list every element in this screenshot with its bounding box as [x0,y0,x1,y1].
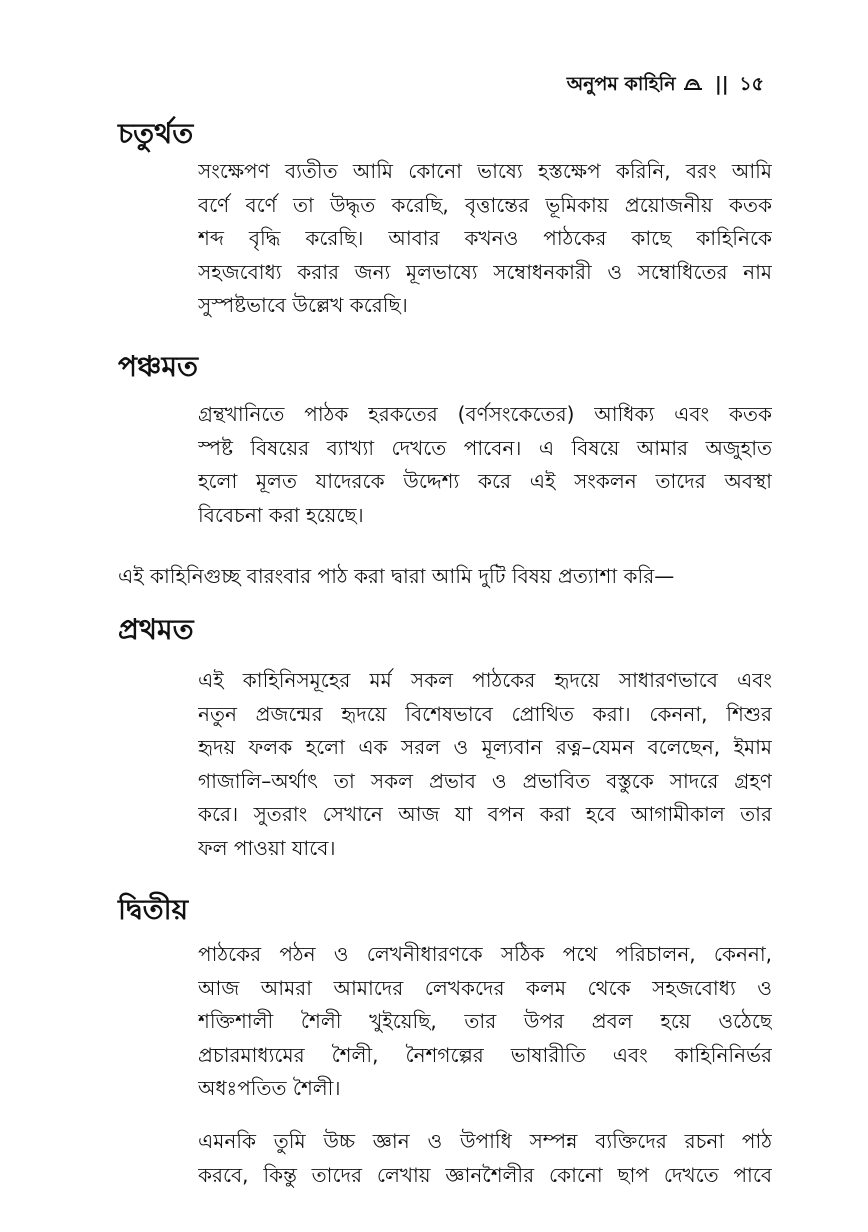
section-paragraph-second-continued [198,1125,772,1192]
book-title: অনুপম কাহিনি [566,73,676,95]
section-heading-second: দ্বিতীয় [118,893,189,926]
paragraph-line: সুস্পষ্টভাবে উল্লেখ করেছি। [198,293,408,317]
paragraph-line: নতুন প্রজন্মের হৃদয়ে বিশেষভাবে প্রোথিত করা। কেননা, শিশুর [198,701,772,726]
paragraph-line: এই কাহিনিসমূহের মর্ম সকল পাঠকের হৃদয়ে সাধারণভাবে এবং [198,668,772,692]
paragraph-line: হলো মূলত যাদেরকে উদ্দেশ্য করে এই সংকলন তাদের অবস্থা [198,469,772,493]
paragraph-line: ফল পাওয়া যাবে। [198,835,336,860]
paragraph-line: শব্দ বৃদ্ধি করেছি। আবার কখনও পাঠকের কাছে কাহিনিকে [198,226,772,250]
intro-line: এই কাহিনিগুচ্ছ বারংবার পাঠ করা দ্বারা আমি দুটি বিষয় প্রত্যাশা করি— [118,564,675,588]
paragraph-line: অধঃপতিত শৈলী। [198,1076,341,1100]
section-heading-fifth: পঞ্চমত [118,350,199,383]
section-paragraph-fourth [198,155,772,323]
paragraph-line: প্রচারমাধ্যমের শৈলী, নৈশগল্পের ভাষারীতি এবং কাহিনিনির্ভর [198,1042,772,1067]
section-paragraph-second [198,938,772,1106]
paragraph-line: স্পষ্ট বিষয়ের ব্যাখ্যা দেখতে পাবেন। এ বিষয়ে আমার অজুহাত [198,435,772,460]
section-heading-fourth: চতুর্থত [118,117,194,150]
running-header [567,70,764,102]
page-number: ১৫ [739,73,764,95]
paragraph-line: করে। সুতরাং সেখানে আজ যা বপন করা হবে আগামীকাল তার [198,802,772,826]
paragraph-line: আজ আমরা আমাদের লেখকদের কলম থেকে সহজবোধ্য ও [198,975,772,1000]
paragraph-line: বর্ণে বর্ণে তা উদ্ধৃত করেছি, বৃত্তান্তের ভূমিকায় প্রয়োজনীয় কতক [198,192,772,217]
paragraph-line: গ্রন্থখানিতে পাঠক হরকতের (বর্ণসংকেতের) আধিক্য এবং কতক [198,402,772,426]
section-paragraph-first [198,664,772,865]
book-logo-icon [682,75,704,91]
paragraph-line: সংক্ষেপণ ব্যতীত আমি কোনো ভাষ্যে হস্তক্ষেপ করিনি, বরং আমি [198,159,772,183]
header-separator: || [714,73,729,95]
paragraph-line: এমনকি তুমি উচ্চ জ্ঞান ও উপাধি সম্পন্ন ব্যক্তিদের রচনা পাঠ [198,1129,772,1153]
section-heading-first: প্রথমত [118,613,194,646]
paragraph-line: শক্তিশালী শৈলী খুইয়েছি, তার উপর প্রবল হয়ে ওঠেছে [198,1009,772,1033]
paragraph-line: হৃদয় ফলক হলো এক সরল ও মূল্যবান রত্ন–যেমন বলেছেন, ইমাম [198,735,772,759]
section-paragraph-fifth [198,398,772,532]
paragraph-line: গাজালি–অর্থাৎ তা সকল প্রভাব ও প্রভাবিত বস্তুকে সাদরে গ্রহণ [198,768,772,793]
paragraph-line: করবে, কিন্তু তাদের লেখায় জ্ঞানশৈলীর কোনো ছাপ দেখতে পাবে [198,1162,772,1187]
paragraph-line: বিবেচনা করা হয়েছে। [198,502,364,527]
paragraph-line: সহজবোধ্য করার জন্য মূলভাষ্যে সম্বোধনকারী ও সম্বোধিতের নাম [198,259,772,284]
paragraph-line: পাঠকের পঠন ও লেখনীধারণকে সঠিক পথে পরিচালন, কেননা, [198,942,772,966]
